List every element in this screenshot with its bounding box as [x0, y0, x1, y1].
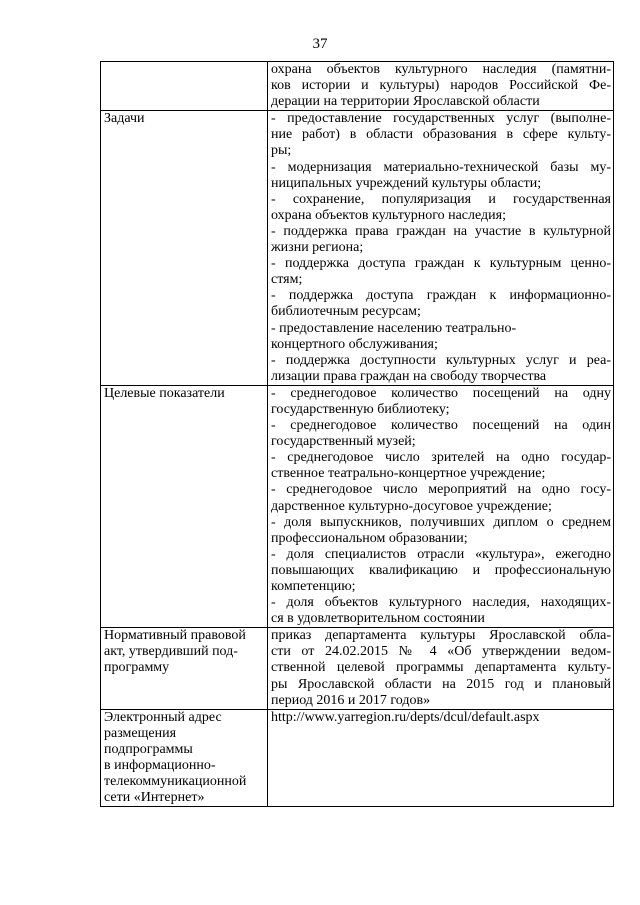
- content-line: период 2016 и 2017 годов»: [271, 692, 431, 708]
- label-line: размещения: [104, 725, 177, 741]
- table-row-target-indicators: [101, 385, 614, 627]
- content-line: лизации права граждан на свободу творчества: [271, 368, 547, 384]
- label-line: Электронный адрес: [104, 709, 222, 725]
- content-line: государственную библиотеку;: [271, 401, 450, 417]
- content-line: ков истории и культуры) народов Российской Фе-: [271, 78, 611, 94]
- content-line: компетенцию;: [271, 579, 356, 594]
- label-line: Целевые показатели: [104, 385, 225, 401]
- subprogram-passport-table: [100, 61, 614, 807]
- label-line: акт, утвердивший под-: [104, 644, 238, 660]
- table-row-continuation: [101, 62, 614, 111]
- content-line: дарственное культурно-досуговое учреждение;: [271, 498, 552, 514]
- label-cell: [101, 62, 268, 111]
- content-line: - поддержка доступа граждан к культурным ценно-: [271, 256, 611, 272]
- label-line: подпрограммы: [104, 741, 193, 757]
- web-address-link[interactable]: http://www.yarregion.ru/depts/dcul/default.aspx: [271, 709, 540, 725]
- content-cell: [268, 709, 614, 807]
- content-line: - поддержка доступности культурных услуг и реа-: [271, 352, 611, 368]
- content-line: охрана объектов культурного наследия;: [271, 207, 506, 223]
- content-line: - среднегодовое количество посещений на одну: [271, 385, 611, 401]
- content-line: - предоставление населению театрально-: [271, 320, 517, 336]
- label-line: Задачи: [104, 111, 145, 127]
- label-cell: [101, 709, 268, 807]
- content-line: дерации на территории Ярославской области: [271, 94, 540, 110]
- content-line: концертного обслуживания;: [271, 336, 438, 352]
- content-line: - доля объектов культурного наследия, находящих-: [271, 595, 611, 611]
- label-cell: [101, 628, 268, 709]
- content-line: - доля выпускников, получивших диплом о среднем: [271, 514, 611, 530]
- content-line: - среднегодовое число зрителей на одно государ-: [271, 450, 611, 466]
- content-line: - сохранение, популяризация и государственная: [271, 191, 611, 207]
- content-line: - среднегодовое число мероприятий на одно госу-: [271, 482, 611, 498]
- label-line: телекоммуникационной: [104, 774, 247, 790]
- label-line: в информационно-: [104, 758, 216, 774]
- content-line: - среднегодовое количество посещений на один: [271, 418, 611, 434]
- content-line: - доля специалистов отрасли «культура», ежегодно: [271, 546, 611, 562]
- content-line: охрана объектов культурного наследия (памятни-: [271, 62, 611, 77]
- content-line: приказ департамента культуры Ярославской обла-: [271, 628, 611, 644]
- content-line: ся в удовлетворительном состоянии: [271, 611, 485, 627]
- content-line: - модернизация материально-технической базы му-: [271, 159, 611, 175]
- label-cell: [101, 385, 268, 627]
- content-line: повышающих квалификацию и профессиональную: [271, 562, 611, 578]
- content-line: ственной целевой программы департамента культу-: [271, 660, 611, 676]
- content-cell: [268, 385, 614, 627]
- label-line: сети «Интернет»: [104, 790, 205, 806]
- content-line: жизни региона;: [271, 240, 364, 256]
- content-line: сти от 24.02.2015 № 4 «Об утверждении ведом-: [271, 644, 611, 660]
- content-cell: [268, 62, 614, 111]
- content-cell: [268, 628, 614, 709]
- content-line: ственное театрально-концертное учреждение;: [271, 466, 546, 482]
- table-row-legal-act: [101, 628, 614, 709]
- content-line: государственный музей;: [271, 434, 416, 450]
- label-line: программу: [104, 660, 170, 676]
- content-line: профессиональном образовании;: [271, 530, 468, 546]
- label-line: Нормативный правовой: [104, 628, 246, 644]
- content-line: ние работ) в области образования в сфере культу-: [271, 127, 611, 143]
- content-cell: [268, 111, 614, 386]
- content-line: - поддержка права граждан на участие в культурной: [271, 223, 611, 239]
- content-line: ниципальных учреждений культуры области;: [271, 175, 542, 191]
- content-line: ры;: [271, 143, 292, 159]
- label-cell: [101, 111, 268, 386]
- page-number: 37: [312, 36, 328, 52]
- content-line: библиотечным ресурсам;: [271, 304, 421, 320]
- content-line: - поддержка доступа граждан к информационно-: [271, 288, 611, 304]
- content-line: стям;: [271, 272, 303, 288]
- content-line: - предоставление государственных услуг (выполне-: [271, 111, 611, 127]
- table-row-tasks: [101, 111, 614, 386]
- content-line: ры Ярославской области на 2015 год и плановый: [271, 676, 611, 692]
- table-row-web-address: [101, 709, 614, 807]
